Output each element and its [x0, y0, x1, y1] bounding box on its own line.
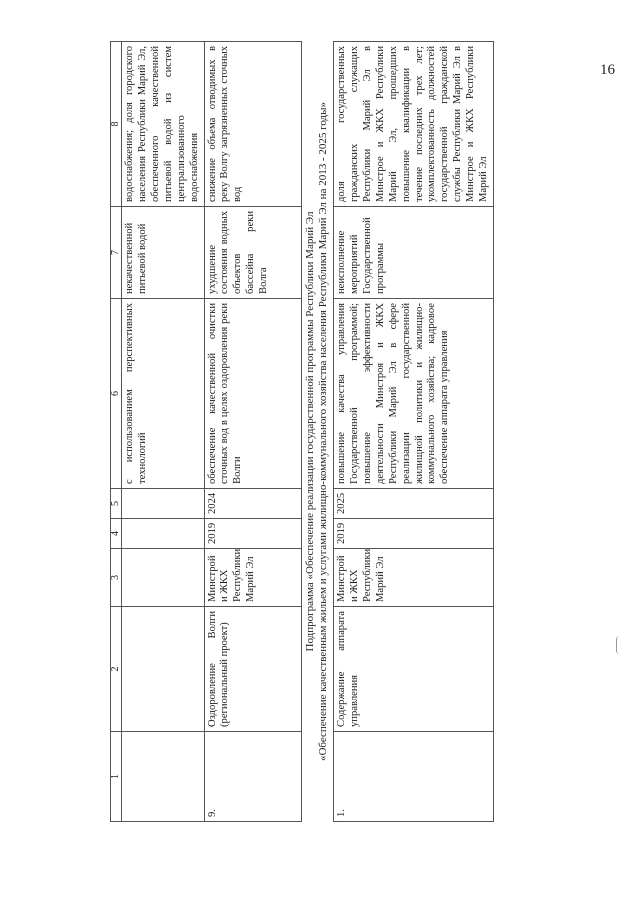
end-year: 2024	[204, 489, 301, 519]
indicator-cell: водоснабжения; доля городского населения Республики Марий Эл, обеспеченного качественной питьевой водой из систем централизованного водоснабжения	[122, 42, 205, 207]
row-number: 9.	[204, 732, 301, 822]
result-cell: с использованием перспективных технологий	[122, 299, 205, 489]
table-row-1	[334, 42, 494, 822]
measure-name: Содержание аппарата управления	[334, 607, 494, 732]
consequences-cell: некачественной питьевой водой	[122, 207, 205, 299]
indicator-cell: доля государственных гражданских служащих Республики Марий Эл в Минстрое и ЖКХ Республики Марий Эл, прошедших повышение квалификации в течение последних трех лет; укомплектованность должностей государственной гражданской службы Республики Марий Эл в Минстрое и ЖКХ Республики Марий Эл	[334, 42, 494, 207]
page-number: 16	[600, 62, 615, 78]
result-cell: обеспечение качественной очистки сточных вод в целях оздоровления реки Волги	[204, 299, 301, 489]
table-row-9	[204, 42, 301, 822]
executor-cell: Минстрой и ЖКХ Республики Марий Эл	[334, 549, 494, 607]
column-number-row	[111, 42, 122, 822]
column-number: 1	[111, 732, 122, 822]
subprogram-title-line-2: «Обеспечение качественным жильем и услугами жилищно-коммунального хозяйства населения Республики Марий Эл на 2013 - 2025 годы»	[317, 101, 330, 762]
row-number: 1.	[334, 732, 494, 822]
column-number: 5	[111, 489, 122, 519]
rotated-table-sheet	[110, 42, 640, 822]
result-cell: повышение качества управления Государственной программой; повышение эффективности деятельности Минстроя и ЖКХ Республики Марий Эл в сфере реализации государственной жилищной политики и жилищно-коммунального хозяйства; кадровое обеспечение аппарата управления	[334, 299, 494, 489]
column-number: 8	[111, 42, 122, 207]
end-year: 2025	[334, 489, 494, 519]
consequences-cell: ухудшение состояния водных объектов бассейна реки Волга	[204, 207, 301, 299]
column-number: 4	[111, 519, 122, 549]
start-year: 2019	[204, 519, 301, 549]
consequences-cell: неисполнение мероприятий Государственной программы	[334, 207, 494, 299]
start-year: 2019	[334, 519, 494, 549]
column-number: 3	[111, 549, 122, 607]
column-number: 2	[111, 607, 122, 732]
program-table	[110, 41, 494, 822]
column-number: 6	[111, 299, 122, 489]
subprogram-title-line-1: Подпрограмма «Обеспечение реализации государственной программы Республики Марий Эл	[303, 211, 316, 652]
subprogram-heading-row	[301, 42, 334, 822]
table-row-continuation	[122, 42, 205, 822]
indicator-cell: снижение объема отводимых в реку Волгу загрязненных сточных вод	[204, 42, 301, 207]
measure-name: Оздоровление Волги (региональный проект)	[204, 607, 301, 732]
executor-cell: Минстрой и ЖКХ Республики Марий Эл	[204, 549, 301, 607]
column-number: 7	[111, 207, 122, 299]
